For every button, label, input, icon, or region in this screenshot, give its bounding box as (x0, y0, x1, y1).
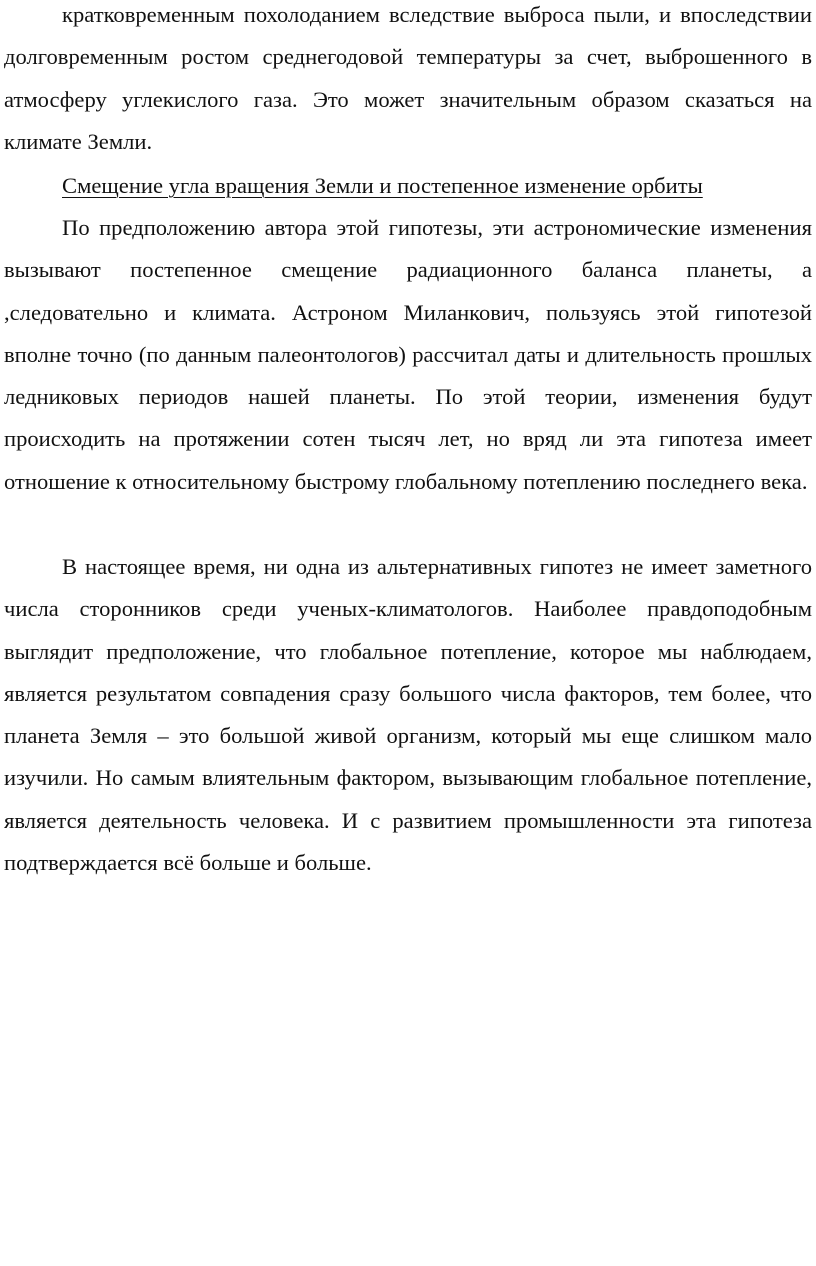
paragraph-conclusion: В настоящее время, ни одна из альтернативных гипотез не имеет заметного числа сторонников среди ученых-климатологов. Наиболее правдоподобным выглядит предположение, что глобальное потепление, которое мы наблюдаем, является результатом совпадения сразу большого числа факторов, тем более, что планета Земля – это большой живой организм, который мы еще слишком мало изучили. Но самым влиятельным фактором, вызывающим глобальное потепление, является деятельность человека. И с развитием промышленности эта гипотеза подтверждается всё больше и больше. (4, 554, 812, 876)
section-heading: Смещение угла вращения Земли и постепенное изменение орбиты (62, 173, 703, 198)
paragraph-continuation: кратковременным похолоданием вследствие выброса пыли, и впоследствии долговременным ростом среднегодовой температуры за счет, выброшенного в атмосферу углекислого газа. Это может значительным образом сказаться на климате Земли. (4, 2, 812, 154)
paragraph-milankovich: По предположению автора этой гипотезы, эти астрономические изменения вызывают постепенное смещение радиационного баланса планеты, а ,следовательно и климата. Астроном Миланкович, пользуясь этой гипотезой вполне точно (по данным палеонтологов) рассчитал даты и длительность прошлых ледниковых периодов нашей планеты. По этой теории, изменения будут происходить на протяжении сотен тысяч лет, но вряд ли эта гипотеза имеет отношение к относительному быстрому глобальному потеплению последнего века. (4, 215, 812, 494)
